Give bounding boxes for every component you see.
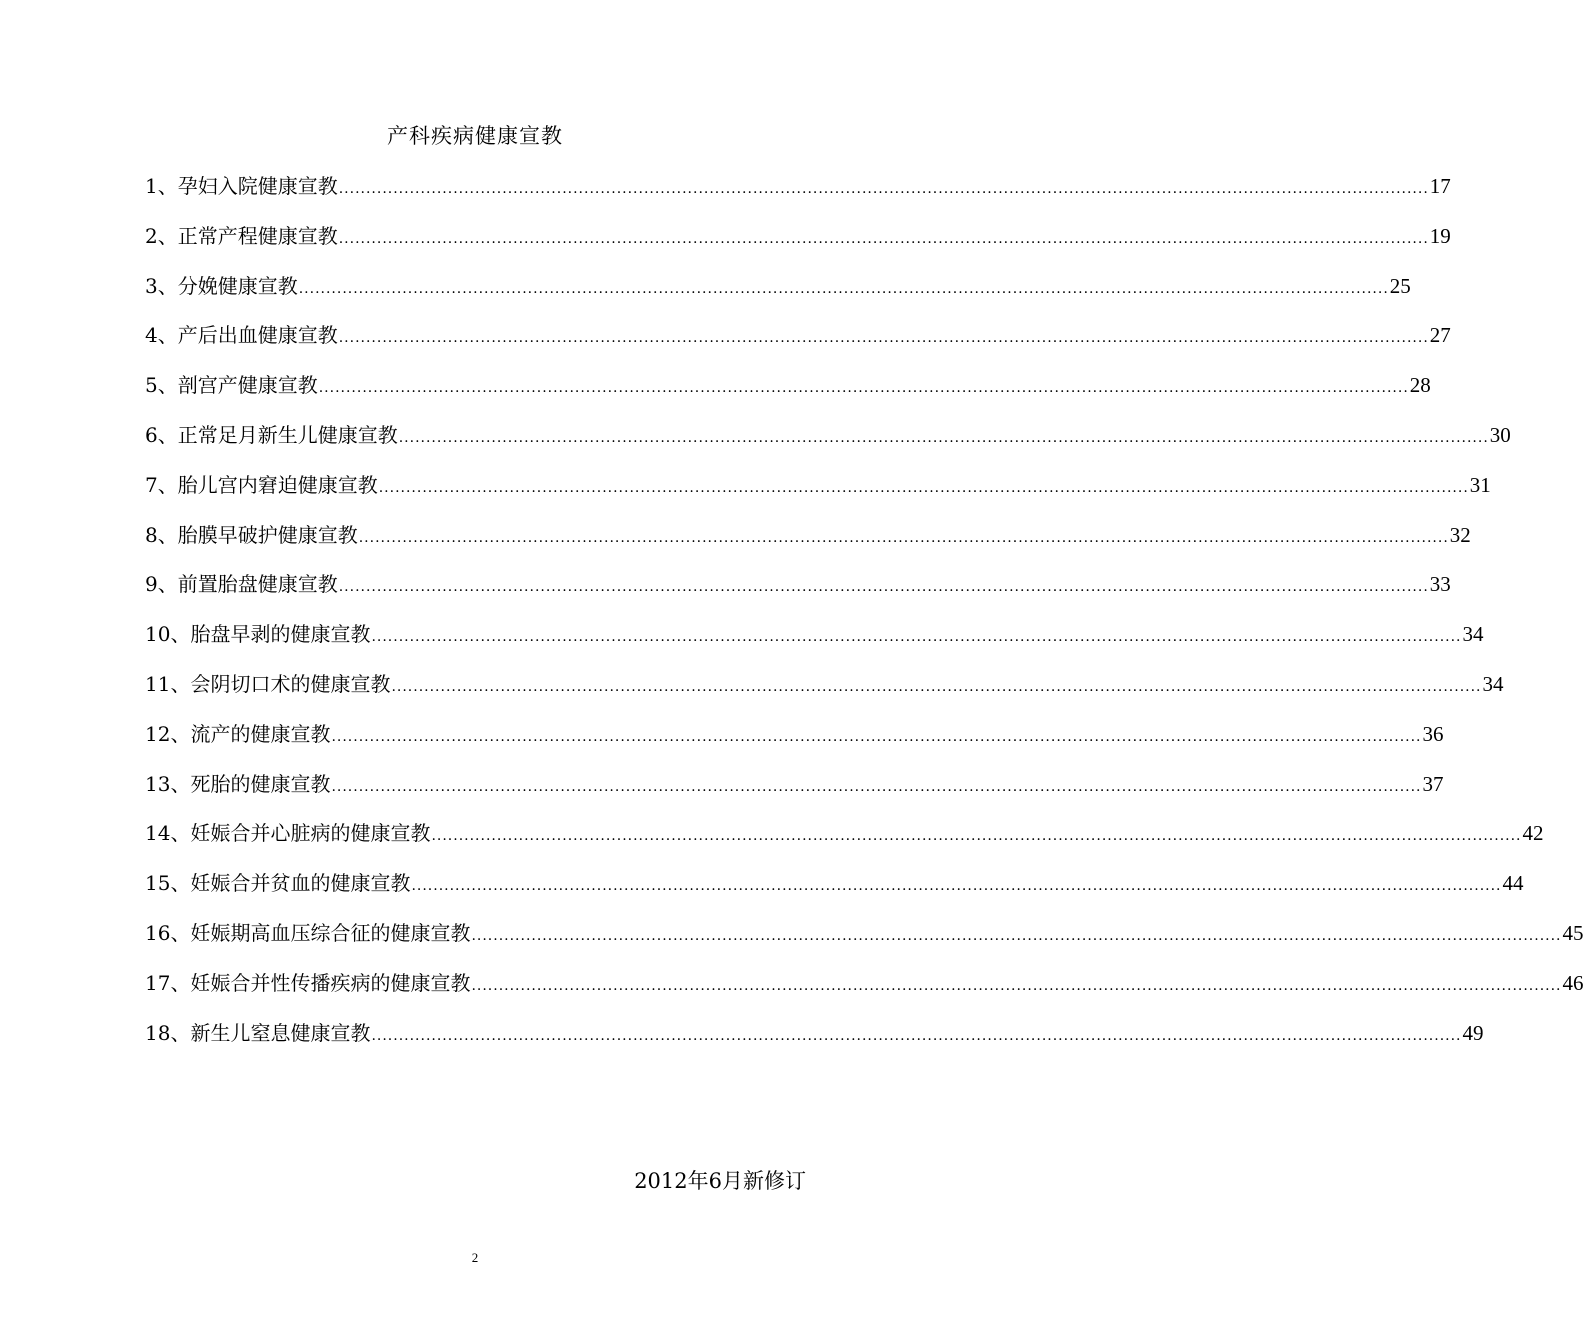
toc-entry-page: 37 <box>1422 771 1444 796</box>
toc-entry <box>145 271 1411 321</box>
toc-entry-label: 4、产后出血健康宣教 <box>145 323 338 348</box>
toc-entry-label: 1、孕妇入院健康宣教 <box>145 174 338 198</box>
toc-entry-page: 19 <box>1429 223 1451 248</box>
toc-entry <box>145 918 1584 968</box>
toc-entry-page: 34 <box>1462 622 1484 647</box>
toc-entry-page: 44 <box>1502 871 1524 896</box>
toc-entry-page: 25 <box>1389 273 1411 298</box>
toc-entry-page: 31 <box>1469 472 1491 497</box>
toc-entry-page: 33 <box>1429 572 1451 597</box>
toc-entry <box>145 669 1504 719</box>
toc-leader-dots: ........................................................................................................................................................................................................ <box>431 828 1522 845</box>
toc-leader-dots: ........................................................................................................................................................................................................ <box>471 977 1562 994</box>
toc-entry-label: 9、前置胎盘健康宣教 <box>145 572 338 597</box>
toc-entry-label: 8、胎膜早破护健康宣教 <box>145 522 358 547</box>
toc-entry-page: 36 <box>1422 721 1444 746</box>
toc-leader-dots: ........................................................................................................................................................................................................ <box>318 380 1409 397</box>
toc-entry-label: 10、胎盘早剥的健康宣教 <box>145 622 371 647</box>
toc-entry <box>145 769 1444 819</box>
toc-entry <box>145 370 1431 420</box>
toc-leader-dots: ........................................................................................................................................................................................................ <box>378 479 1469 496</box>
toc-entry-label: 5、剖宫产健康宣教 <box>145 373 318 398</box>
toc-leader-dots: ........................................................................................................................................................................................................ <box>391 678 1482 695</box>
table-of-contents <box>145 171 1584 1067</box>
revision-note: 2012年6月新修订 <box>634 1169 806 1193</box>
toc-entry-page: 27 <box>1429 323 1451 348</box>
toc-leader-dots: ........................................................................................................................................................................................................ <box>338 230 1429 247</box>
toc-entry-label: 15、妊娠合并贫血的健康宣教 <box>145 871 411 896</box>
page-number: 2 <box>471 1250 479 1265</box>
toc-leader-dots: ........................................................................................................................................................................................................ <box>398 429 1489 446</box>
toc-leader-dots: ........................................................................................................................................................................................................ <box>338 330 1429 347</box>
toc-leader-dots: ........................................................................................................................................................................................................ <box>358 529 1449 546</box>
toc-entry <box>145 968 1584 1018</box>
toc-entry-label: 7、胎儿宫内窘迫健康宣教 <box>145 472 378 497</box>
toc-leader-dots: ........................................................................................................................................................................................................ <box>338 579 1429 596</box>
toc-leader-dots: ........................................................................................................................................................................................................ <box>371 1027 1462 1044</box>
toc-leader-dots: ........................................................................................................................................................................................................ <box>371 629 1462 646</box>
toc-entry-page: 34 <box>1482 671 1504 696</box>
toc-entry-label: 12、流产的健康宣教 <box>145 721 331 746</box>
toc-entry <box>145 569 1451 619</box>
toc-leader-dots: ........................................................................................................................................................................................................ <box>471 927 1562 944</box>
toc-leader-dots: ........................................................................................................................................................................................................ <box>411 878 1502 895</box>
toc-entry-label: 13、死胎的健康宣教 <box>145 771 331 796</box>
toc-entry-label: 18、新生儿窒息健康宣教 <box>145 1020 371 1045</box>
toc-entry <box>145 221 1451 271</box>
toc-entry-page: 45 <box>1562 920 1584 945</box>
toc-entry-page: 49 <box>1462 1020 1484 1045</box>
toc-entry-label: 16、妊娠期高血压综合征的健康宣教 <box>145 920 471 945</box>
toc-entry-page: 28 <box>1409 373 1431 398</box>
toc-entry-label: 17、妊娠合并性传播疾病的健康宣教 <box>145 970 471 995</box>
toc-entry <box>145 818 1544 868</box>
toc-entry-label: 6、正常足月新生儿健康宣教 <box>145 422 398 447</box>
toc-entry-page: 42 <box>1522 821 1544 846</box>
toc-entry <box>145 470 1491 520</box>
toc-entry <box>145 320 1451 370</box>
toc-leader-dots: ........................................................................................................................................................................................................ <box>338 181 1429 197</box>
toc-entry-page: 32 <box>1449 522 1471 547</box>
toc-entry-label: 14、妊娠合并心脏病的健康宣教 <box>145 821 431 846</box>
toc-entry <box>145 1018 1484 1068</box>
toc-entry-label: 3、分娩健康宣教 <box>145 273 298 298</box>
page-title: 产科疾病健康宣教 <box>387 124 563 148</box>
toc-entry <box>145 719 1444 769</box>
toc-entry-label: 11、会阴切口术的健康宣教 <box>145 671 391 696</box>
toc-entry-page: 46 <box>1562 970 1584 995</box>
toc-entry <box>145 171 1451 221</box>
toc-entry-page: 30 <box>1489 422 1511 447</box>
toc-entry-page: 17 <box>1429 174 1451 198</box>
toc-entry <box>145 868 1524 918</box>
toc-leader-dots: ........................................................................................................................................................................................................ <box>298 280 1389 297</box>
toc-entry <box>145 520 1471 570</box>
toc-entry-label: 2、正常产程健康宣教 <box>145 223 338 248</box>
toc-leader-dots: ........................................................................................................................................................................................................ <box>331 728 1422 745</box>
toc-entry <box>145 619 1484 669</box>
toc-leader-dots: ........................................................................................................................................................................................................ <box>331 778 1422 795</box>
toc-entry <box>145 420 1511 470</box>
